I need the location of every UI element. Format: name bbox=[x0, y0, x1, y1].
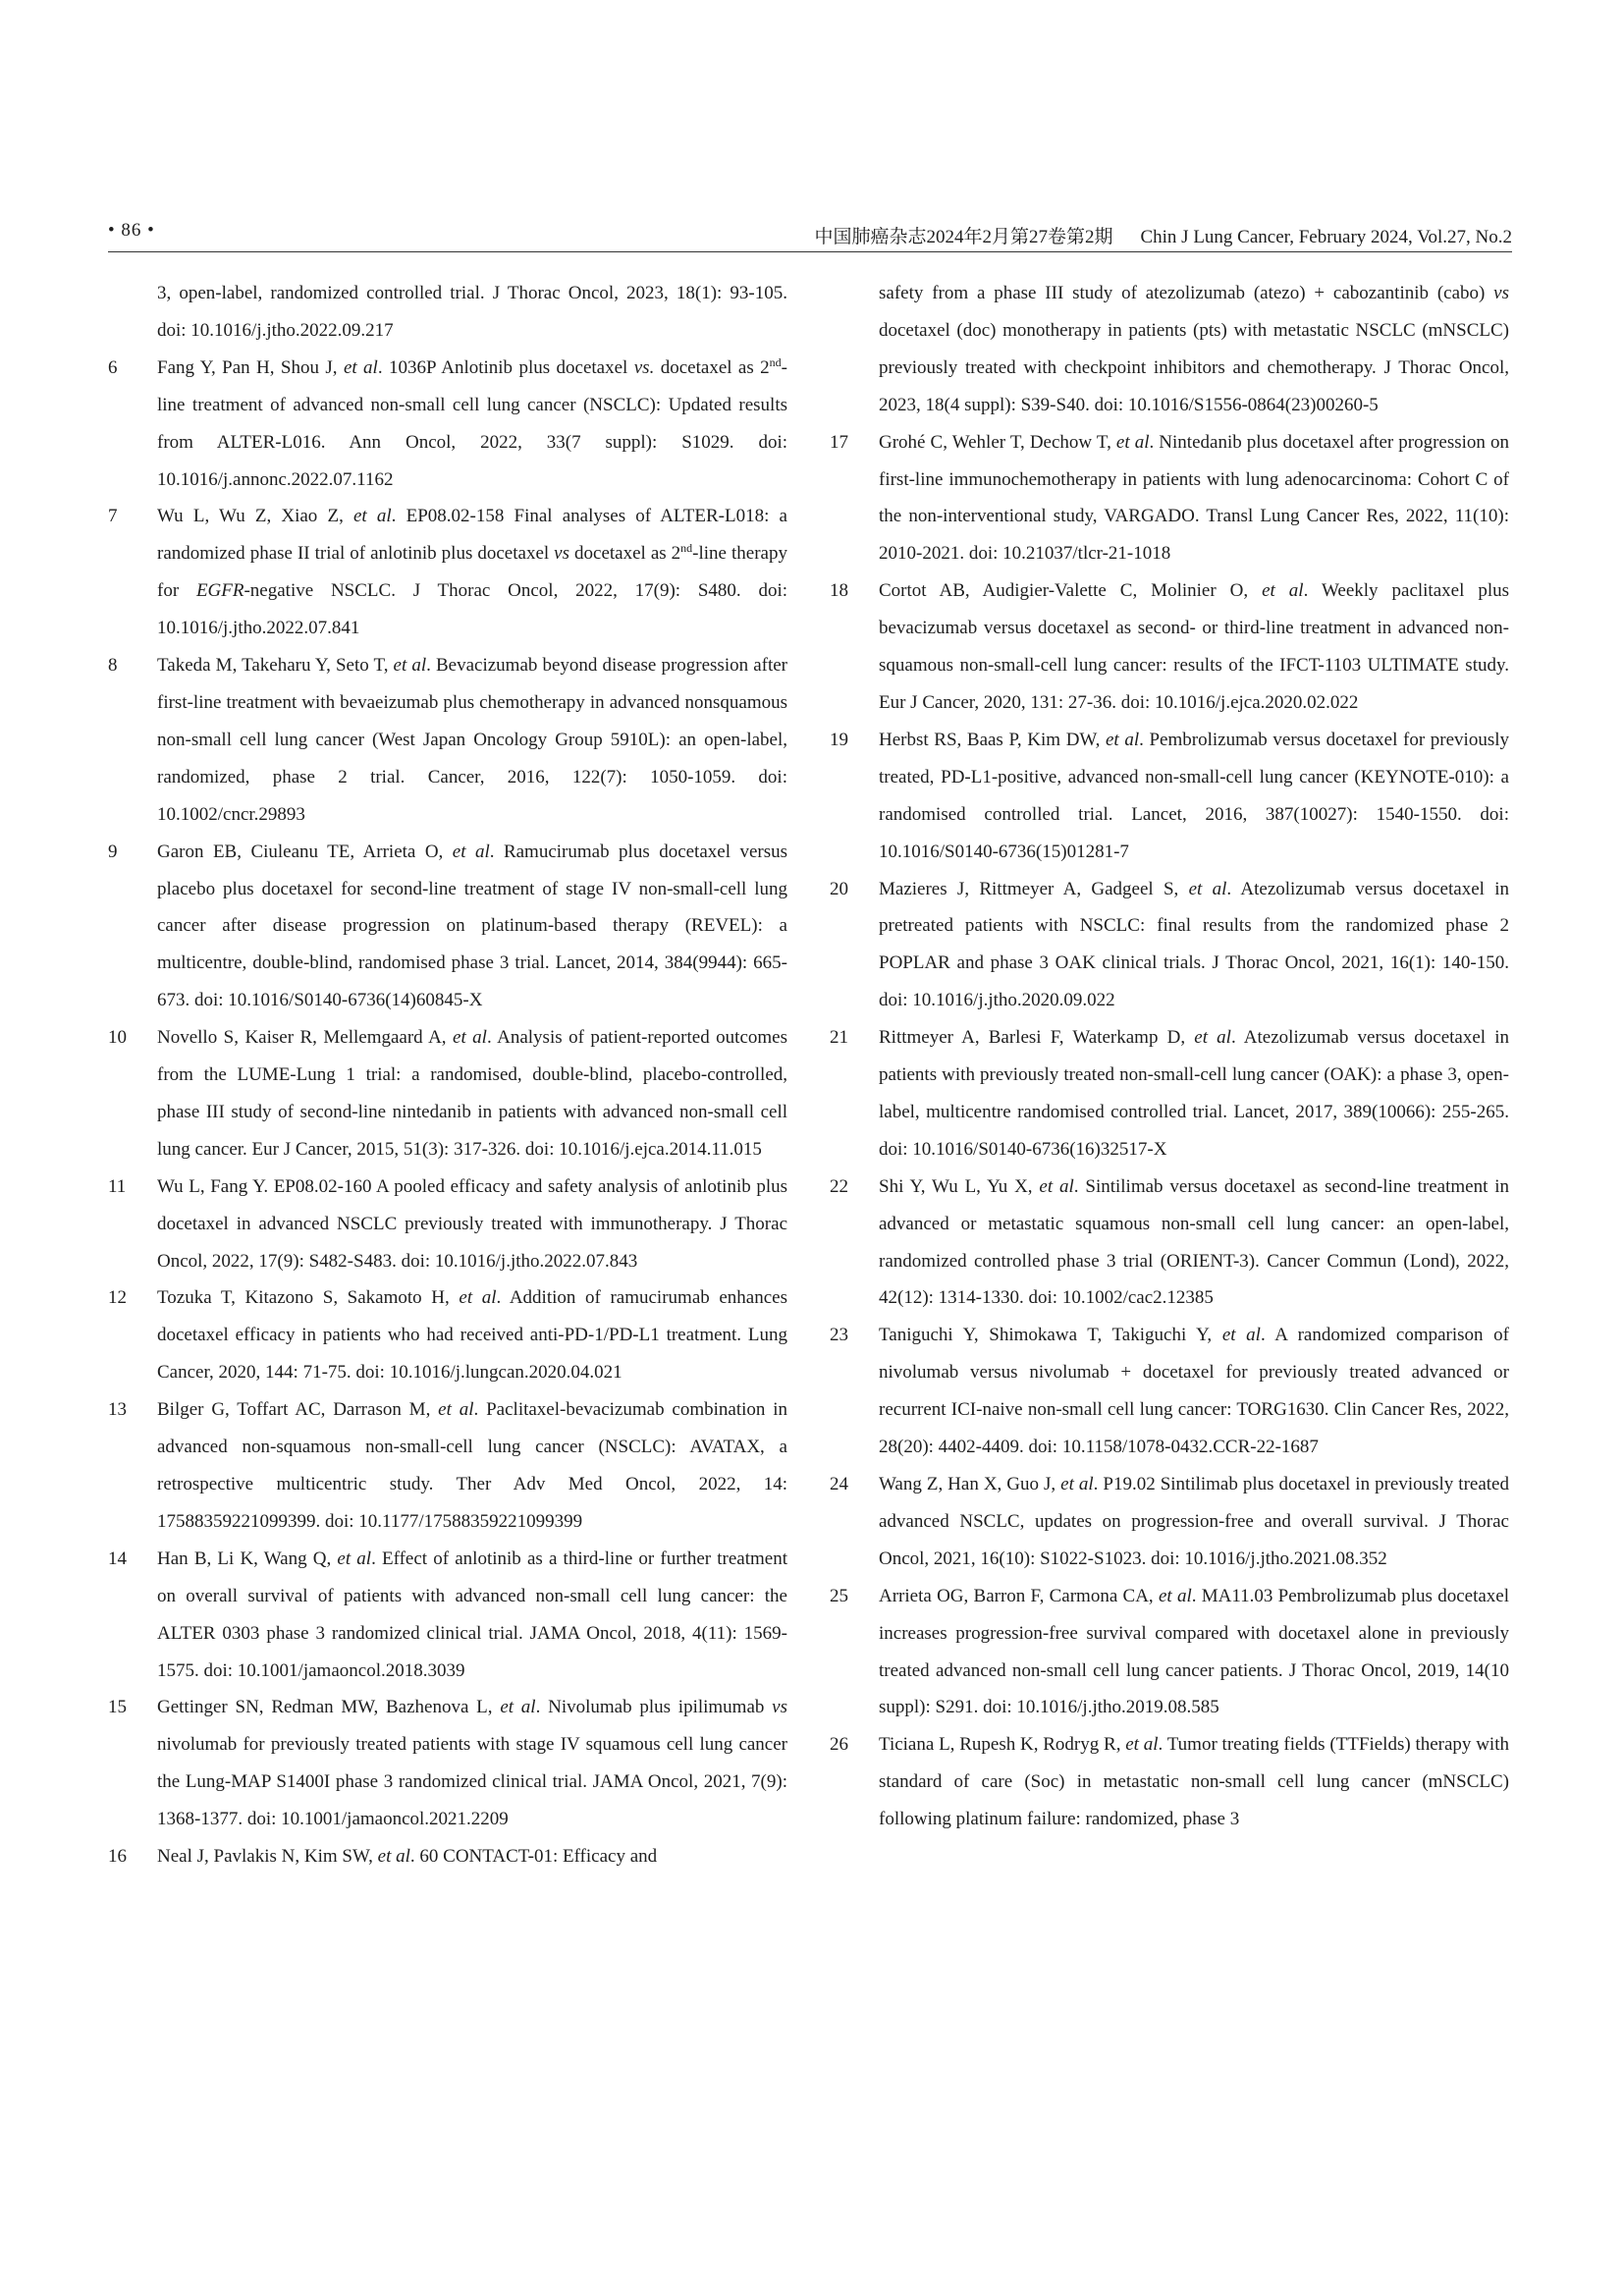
reference-text-italic: et al bbox=[459, 1287, 497, 1309]
reference-entry bbox=[830, 1578, 1509, 1727]
reference-text: . Pembrolizumab versus docetaxel for previously treated, PD-L1-positive, advanced non-small-cell lung cancer (KEYNOTE-010): a randomised controlled trial. Lancet, 2016, 387(10027): 1540-1550. doi: 10.1016/S0140-6736(15)01281-7 bbox=[879, 729, 1509, 862]
reference-entry bbox=[108, 1019, 787, 1168]
reference-text-italic: et al bbox=[393, 655, 427, 677]
reference-entry bbox=[108, 1391, 787, 1541]
reference-number: 20 bbox=[830, 878, 848, 899]
reference-text: Arrieta OG, Barron F, Carmona CA, bbox=[879, 1585, 1159, 1606]
reference-text: . MA11.03 Pembrolizumab plus docetaxel increases progression-free survival compared with docetaxel alone in previously treated advanced non-small cell lung cancer patients. J Thorac Oncol, 2019, 14(10 suppl): S291. doi: 10.1016/j.jtho.2019.08.585 bbox=[879, 1585, 1509, 1718]
reference-entry bbox=[830, 1019, 1509, 1168]
reference-number: 13 bbox=[108, 1399, 127, 1421]
reference-entry bbox=[830, 1726, 1509, 1838]
reference-text-italic: vs bbox=[554, 543, 569, 565]
reference-text-italic: et al bbox=[377, 1846, 410, 1868]
reference-number: 17 bbox=[830, 431, 848, 453]
reference-text: Mazieres J, Rittmeyer A, Gadgeel S, bbox=[879, 878, 1189, 899]
journal-title-chinese: 中国肺癌杂志2024年2月第27卷第2期 bbox=[814, 227, 1113, 247]
reference-text: Taniguchi Y, Shimokawa T, Takiguchi Y, bbox=[879, 1325, 1222, 1346]
reference-text-italic: vs bbox=[772, 1697, 787, 1718]
reference-entry bbox=[108, 1279, 787, 1391]
reference-text: -negative NSCLC. J Thorac Oncol, 2022, 17(9): S480. doi: 10.1016/j.jtho.2022.07.841 bbox=[157, 580, 787, 639]
reference-text: . Addition of ramucirumab enhances docetaxel efficacy in patients who had received anti-PD-1/PD-L1 treatment. Lung Cancer, 2020, 144: 71-75. doi: 10.1016/j.lungcan.2020.04.021 bbox=[157, 1287, 787, 1384]
reference-text: Shi Y, Wu L, Yu X, bbox=[879, 1175, 1040, 1197]
reference-text: . Weekly paclitaxel plus bevacizumab versus docetaxel as second- or third-line treatment in advanced non-squamous non-small-cell lung cancer: results of the IFCT-1103 ULTIMATE study. Eur J Cancer, 2020, 131: 27-36. doi: 10.1016/j.ejca.2020.02.022 bbox=[879, 580, 1510, 713]
reference-entry bbox=[108, 275, 787, 350]
reference-number: 11 bbox=[108, 1175, 127, 1197]
reference-text-italic: et al bbox=[452, 841, 490, 862]
reference-text: safety from a phase III study of atezolizumab (atezo) + cabozantinib (cabo) bbox=[879, 283, 1494, 303]
reference-text-italic: et al bbox=[1221, 1325, 1261, 1346]
reference-text: . Ramucirumab plus docetaxel versus placebo plus docetaxel for second-line treatment of stage IV non-small-cell lung cancer after disease progression on platinum-based therapy (REVEL): a multicentre, double-blind, randomised phase 3 trial. Lancet, 2014, 384(9944): 665-673. doi: 10.1016/S0140-6736(14)60845-X bbox=[157, 841, 788, 1011]
running-header bbox=[108, 218, 1512, 252]
reference-text-italic: et al bbox=[1105, 729, 1140, 750]
reference-text-italic: et al bbox=[1039, 1175, 1074, 1197]
reference-entry bbox=[108, 1838, 787, 1875]
reference-entry bbox=[830, 1168, 1509, 1318]
reference-text: . Bevacizumab beyond disease progression after first-line treatment with bevaeizumab plus chemotherapy in advanced nonsquamous non-small cell lung cancer (West Japan Oncology Group 5910L): an open-label, randomized, phase 2 trial. Cancer, 2016, 122(7): 1050-1059. doi: 10.1002/cncr.29893 bbox=[157, 655, 788, 825]
reference-entry bbox=[830, 871, 1509, 1020]
reference-entry bbox=[108, 834, 787, 1020]
reference-text-italic: et al bbox=[1262, 580, 1304, 602]
reference-text: Gettinger SN, Redman MW, Bazhenova L, bbox=[157, 1697, 501, 1718]
reference-number: 24 bbox=[830, 1474, 848, 1494]
reference-number: 9 bbox=[108, 841, 118, 862]
reference-text-italic: et al bbox=[500, 1697, 536, 1718]
reference-text: Fang Y, Pan H, Shou J, bbox=[157, 356, 344, 378]
reference-entry bbox=[830, 275, 1509, 424]
reference-superscript: nd bbox=[769, 354, 782, 369]
reference-column-left bbox=[108, 275, 787, 1875]
reference-text: Han B, Li K, Wang Q, bbox=[157, 1548, 338, 1569]
reference-text: . Nintedanib plus docetaxel after progression on first-line immunochemotherapy in patients with lung adenocarcinoma: Cohort C of the non-interventional study, VARGADO. Transl Lung Cancer Res, 2022, 11(10): 2010-2021. doi: 10.21037/tlcr-21-1018 bbox=[879, 431, 1510, 565]
reference-number: 21 bbox=[830, 1027, 848, 1049]
reference-text: . Analysis of patient-reported outcomes from the LUME-Lung 1 trial: a randomised, double-blind, placebo-controlled, phase III study of second-line nintedanib in patients with advanced non-small cell lung cancer. Eur J Cancer, 2015, 51(3): 317-326. doi: 10.1016/j.ejca.2014.11.015 bbox=[157, 1027, 787, 1160]
reference-number: 10 bbox=[108, 1027, 127, 1049]
reference-text: nivolumab for previously treated patients with stage IV squamous cell lung cancer the Lung-MAP S1400I phase 3 randomized clinical trial. JAMA Oncol, 2021, 7(9): 1368-1377. doi: 10.1001/jamaoncol.2021.2209 bbox=[157, 1734, 787, 1830]
reference-text: . Tumor treating fields (TTFields) therapy with standard of care (Soc) in metastatic non-small cell lung cancer (mNSCLC) following platinum failure: randomized, phase 3 bbox=[879, 1734, 1509, 1830]
reference-text: . Atezolizumab versus docetaxel in patients with previously treated non-small-cell lung cancer (OAK): a phase 3, open-label, multicentre randomised controlled trial. Lancet, 2017, 389(10066): 255-265. doi: 10.1016/S0140-6736(16)32517-X bbox=[879, 1027, 1510, 1160]
reference-text: Novello S, Kaiser R, Mellemgaard A, bbox=[157, 1027, 454, 1049]
reference-entry bbox=[830, 1317, 1509, 1466]
reference-text-italic: et al bbox=[453, 1027, 487, 1049]
reference-text: Wu L, Fang Y. EP08.02-160 A pooled efficacy and safety analysis of anlotinib plus docetaxel in advanced NSCLC previously treated with immunotherapy. J Thorac Oncol, 2022, 17(9): S482-S483. doi: 10.1016/j.jtho.2022.07.843 bbox=[157, 1175, 787, 1272]
reference-text: Wang Z, Han X, Guo J, bbox=[879, 1474, 1061, 1494]
reference-text: . P19.02 Sintilimab plus docetaxel in previously treated advanced NSCLC, updates on progression-free and overall survival. J Thorac Oncol, 2021, 16(10): S1022-S1023. doi: 10.1016/j.jtho.2021.08.352 bbox=[879, 1474, 1509, 1569]
reference-entry bbox=[830, 424, 1509, 573]
reference-text: docetaxel as 2 bbox=[654, 356, 770, 378]
reference-text-italic: et al bbox=[343, 356, 378, 378]
reference-entry bbox=[830, 722, 1509, 871]
reference-text-italic: et al bbox=[1188, 878, 1227, 899]
reference-text: Takeda M, Takeharu Y, Seto T, bbox=[157, 655, 394, 677]
reference-text-italic: EGFR bbox=[195, 580, 244, 602]
reference-text-italic: et al bbox=[1158, 1585, 1192, 1606]
reference-text: . 60 CONTACT-01: Efficacy and bbox=[409, 1846, 658, 1868]
reference-text-italic: et al bbox=[438, 1399, 474, 1421]
reference-number: 6 bbox=[108, 356, 118, 378]
journal-citation bbox=[814, 222, 1512, 248]
reference-text: -line treatment of advanced non-small cell lung cancer (NSCLC): Updated results from ALTER-L016. Ann Oncol, 2022, 33(7 suppl): S1029. doi: 10.1016/j.annonc.2022.07.1162 bbox=[157, 356, 787, 490]
reference-text: . Paclitaxel-bevacizumab combination in advanced non-squamous non-small-cell lung cancer (NSCLC): AVATAX, a retrospective multicentric study. Ther Adv Med Oncol, 2022, 14: 17588359221099399. doi: 10.1177/17588359221099399 bbox=[157, 1399, 788, 1532]
reference-number: 25 bbox=[830, 1585, 848, 1606]
reference-entry bbox=[108, 1168, 787, 1280]
reference-text-italic: et al bbox=[1125, 1734, 1159, 1756]
reference-number: 15 bbox=[108, 1697, 127, 1718]
reference-text-italic: et al bbox=[1060, 1474, 1094, 1494]
reference-text: . Atezolizumab versus docetaxel in pretreated patients with NSCLC: final results from the randomized phase 2 POPLAR and phase 3 OAK clinical trials. J Thorac Oncol, 2021, 16(1): 140-150. doi: 10.1016/j.jtho.2020.09.022 bbox=[879, 878, 1509, 1011]
reference-text: Bilger G, Toffart AC, Darrason M, bbox=[157, 1399, 439, 1421]
reference-number: 12 bbox=[108, 1287, 127, 1309]
reference-text: Tozuka T, Kitazono S, Sakamoto H, bbox=[157, 1287, 460, 1309]
reference-text-italic: vs. bbox=[633, 356, 655, 378]
reference-entry bbox=[108, 1689, 787, 1838]
reference-number: 18 bbox=[830, 580, 848, 602]
reference-text-italic: et al bbox=[337, 1548, 372, 1569]
reference-text: Herbst RS, Baas P, Kim DW, bbox=[879, 729, 1106, 750]
reference-number: 23 bbox=[830, 1325, 848, 1346]
reference-text: Neal J, Pavlakis N, Kim SW, bbox=[157, 1846, 378, 1868]
reference-text: . Sintilimab versus docetaxel as second-line treatment in advanced or metastatic squamous non-small cell lung cancer: an open-label, randomized controlled phase 3 trial (ORIENT-3). Cancer Commun (Lond), 2022, 42(12): 1314-1330. doi: 10.1002/cac2.12385 bbox=[879, 1175, 1509, 1309]
reference-text: docetaxel as 2 bbox=[569, 543, 681, 565]
reference-entry bbox=[830, 572, 1509, 722]
reference-text: Ticiana L, Rupesh K, Rodryg R, bbox=[879, 1734, 1126, 1756]
reference-number: 22 bbox=[830, 1175, 848, 1197]
reference-text: Wu L, Wu Z, Xiao Z, bbox=[157, 506, 353, 527]
reference-text: . Effect of anlotinib as a third-line or further treatment on overall survival of patients with advanced non-small cell lung cancer: the ALTER 0303 phase 3 randomized clinical trial. JAMA Oncol, 2018, 4(11): 1569-1575. doi: 10.1001/jamaoncol.2018.3039 bbox=[157, 1548, 788, 1681]
reference-text-italic: et al bbox=[1115, 431, 1150, 453]
reference-number: 16 bbox=[108, 1846, 127, 1868]
reference-entry bbox=[830, 1466, 1509, 1578]
reference-superscript: nd bbox=[680, 541, 693, 556]
reference-number: 19 bbox=[830, 729, 848, 750]
reference-text: -line therapy for bbox=[157, 543, 787, 602]
reference-text: . A randomized comparison of nivolumab versus nivolumab + docetaxel for previously treated advanced or recurrent ICI-naive non-small cell lung cancer: TORG1630. Clin Cancer Res, 2022, 28(20): 4402-4409. doi: 10.1158/1078-0432.CCR-22-1687 bbox=[879, 1325, 1509, 1458]
reference-text: Garon EB, Ciuleanu TE, Arrieta O, bbox=[157, 841, 453, 862]
reference-text: docetaxel (doc) monotherapy in patients (pts) with metastatic NSCLC (mNSCLC) previously treated with checkpoint inhibitors and chemotherapy. J Thorac Oncol, 2023, 18(4 suppl): S39-S40. doi: 10.1016/S1556-0864(23)00260-5 bbox=[879, 319, 1509, 415]
reference-text: 3, open-label, randomized controlled trial. J Thorac Oncol, 2023, 18(1): 93-105. doi: 10.1016/j.jtho.2022.09.217 bbox=[157, 283, 787, 341]
reference-number: 26 bbox=[830, 1734, 848, 1756]
reference-text: . Nivolumab plus ipilimumab bbox=[535, 1697, 773, 1718]
reference-number: 8 bbox=[108, 655, 118, 677]
reference-text-italic: vs bbox=[1493, 283, 1509, 303]
reference-text-italic: et al bbox=[353, 506, 392, 527]
reference-entry bbox=[108, 647, 787, 834]
reference-text: Rittmeyer A, Barlesi F, Waterkamp D, bbox=[879, 1027, 1195, 1049]
reference-entry bbox=[108, 1541, 787, 1690]
reference-number: 14 bbox=[108, 1548, 127, 1569]
reference-text: Cortot AB, Audigier-Valette C, Molinier O, bbox=[879, 580, 1263, 602]
reference-text: . 1036P Anlotinib plus docetaxel bbox=[377, 356, 634, 378]
page-number: • 86 • bbox=[108, 220, 155, 241]
reference-number: 7 bbox=[108, 506, 118, 527]
reference-text: Grohé C, Wehler T, Dechow T, bbox=[879, 431, 1116, 453]
journal-title-english: Chin J Lung Cancer, February 2024, Vol.27, No.2 bbox=[1140, 227, 1512, 247]
reference-column-right bbox=[830, 275, 1509, 1838]
reference-entry bbox=[108, 498, 787, 647]
reference-text-italic: et al bbox=[1194, 1027, 1231, 1049]
reference-entry bbox=[108, 350, 787, 499]
reference-text: . EP08.02-158 Final analyses of ALTER-L018: a randomized phase II trial of anlotinib plus docetaxel bbox=[157, 506, 787, 565]
